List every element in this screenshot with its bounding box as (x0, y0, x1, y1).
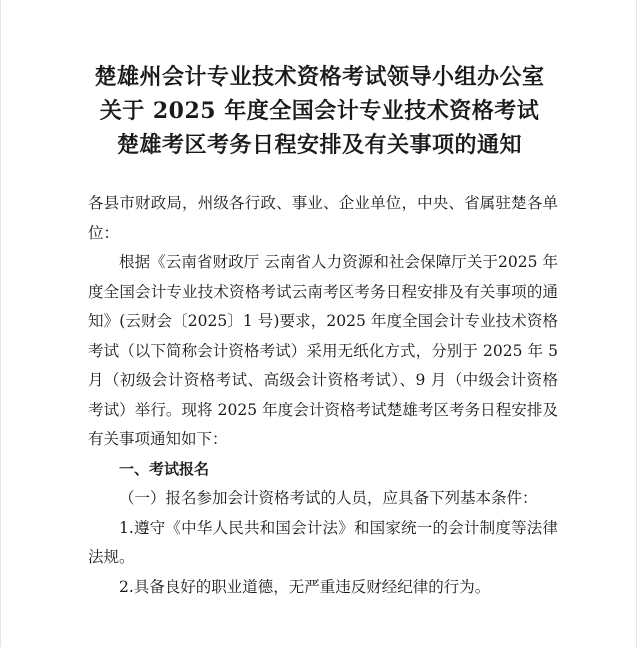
title-line-1: 楚雄州会计专业技术资格考试领导小组办公室 (94, 64, 545, 90)
section-sub-item-1: （一）报名参加会计资格考试的人员，应具备下列基本条件： (119, 489, 538, 507)
document-title (1, 60, 637, 162)
condition-item-2: 2.具备良好的职业道德，无严重违反财经纪律的行为。 (119, 577, 491, 596)
document-body (88, 189, 558, 602)
salutation: 各县市财政局，州级各行政、事业、企业单位，中央、省属驻楚各单位： (88, 194, 558, 242)
intro-paragraph: 根据《云南省财政厅 云南省人力资源和社会保障厅关于2025 年度全国会计专业技术资格考试云南考区考务日程安排及有关事项的通知》(云财会〔2025〕1 号)要求，2025 年度全国会计专业技术资格考试（以下简称会计资格考试）采用无纸化方式，分别于 2025 年 5 月（初级会计资格考试、高级会计资格考试）、9 月（中级会计资格考试）举行。现将 2025 年度会计资格考试楚雄考区考务日程安排及有关事项通知如下： (88, 253, 558, 448)
condition-item-1: 1.遵守《中华人民共和国会计法》和国家统一的会计制度等法律法规。 (88, 518, 558, 566)
title-line-3: 楚雄考区考务日程安排及有关事项的通知 (116, 132, 522, 158)
title-line-2: 关于 2025 年度全国会计专业技术资格考试 (99, 98, 540, 124)
section-heading-exam-registration: 一、考试报名 (119, 459, 210, 478)
